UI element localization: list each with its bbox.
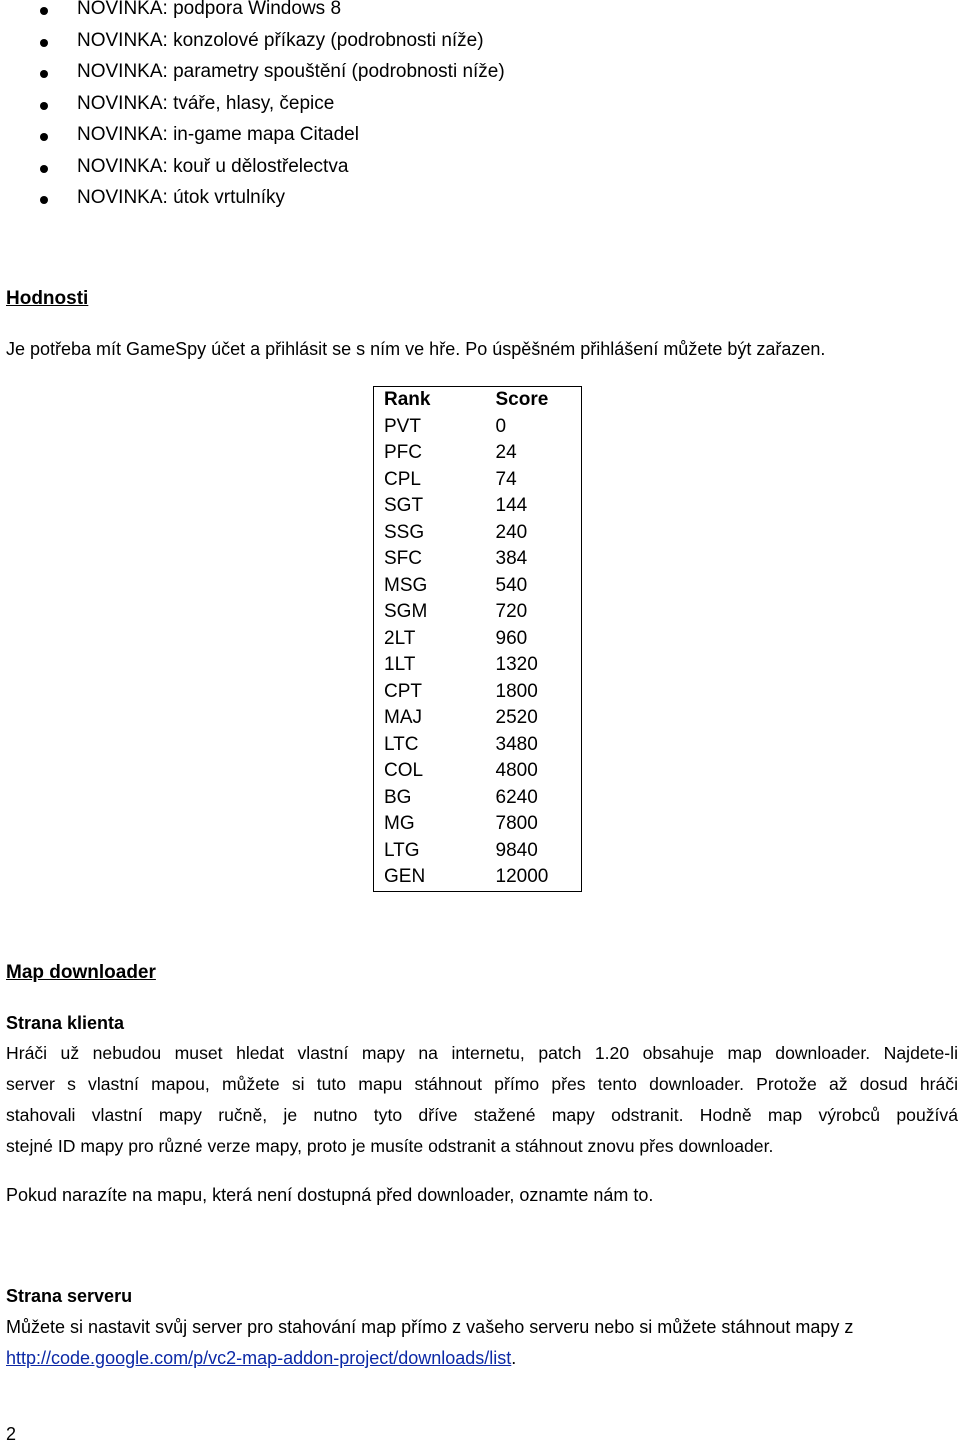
rank-cell: SGT	[374, 493, 486, 520]
score-cell: 0	[486, 414, 582, 441]
score-cell: 144	[486, 493, 582, 520]
table-row	[374, 414, 582, 441]
table-row	[374, 705, 582, 732]
rank-cell: COL	[374, 758, 486, 785]
column-header-score: Score	[486, 387, 582, 414]
score-cell: 1800	[486, 679, 582, 706]
list-item	[0, 92, 700, 127]
table-row	[374, 679, 582, 706]
page-number: 2	[6, 1424, 17, 1444]
bullet-icon	[40, 133, 48, 141]
score-cell: 74	[486, 467, 582, 494]
rank-cell: CPL	[374, 467, 486, 494]
list-item	[0, 155, 700, 190]
score-cell: 4800	[486, 758, 582, 785]
table-row	[374, 838, 582, 865]
list-item	[0, 63, 700, 95]
list-item	[0, 0, 700, 32]
rank-cell: BG	[374, 785, 486, 812]
rank-cell: LTC	[374, 732, 486, 759]
table-row	[374, 626, 582, 653]
score-cell: 540	[486, 573, 582, 600]
score-cell: 7800	[486, 811, 582, 838]
bullet-icon	[40, 70, 48, 78]
server-link-line	[6, 1348, 516, 1369]
map-downloader-heading: Map downloader	[6, 962, 156, 983]
score-cell: 240	[486, 520, 582, 547]
list-item-text: NOVINKA: útok vrtulníky	[77, 187, 286, 208]
paragraph-line: stejné ID mapy pro různé verze mapy, proto je musíte odstranit a stáhnout znovu přes downloader.	[6, 1136, 774, 1156]
score-cell: 1320	[486, 652, 582, 679]
rank-cell: 2LT	[374, 626, 486, 653]
table-row	[374, 493, 582, 520]
score-cell: 384	[486, 546, 582, 573]
link-trailing-period: .	[511, 1348, 517, 1368]
table-body	[374, 414, 582, 892]
downloads-link[interactable]: http://code.google.com/p/vc2-map-addon-project/downloads/list	[6, 1348, 512, 1368]
column-header-rank: Rank	[374, 387, 486, 414]
rank-cell: SSG	[374, 520, 486, 547]
score-cell: 24	[486, 440, 582, 467]
table-row	[374, 520, 582, 547]
score-cell: 960	[486, 626, 582, 653]
paragraph-line: server s vlastní mapou, můžete si tuto mapu stáhnout přímo přes tento downloader. Protože až dosud hráči	[6, 1074, 958, 1094]
score-cell: 720	[486, 599, 582, 626]
list-item-text: NOVINKA: in-game mapa Citadel	[77, 124, 359, 145]
ranks-intro: Je potřeba mít GameSpy účet a přihlásit se s ním ve hře. Po úspěšném přihlášení můžete být zařazen.	[6, 339, 826, 359]
score-cell: 3480	[486, 732, 582, 759]
rank-score-table	[373, 386, 582, 892]
paragraph-line: stahovali vlastní mapy ručně, je nutno tyto dříve stažené mapy odstranit. Hodně map výrobců používá	[6, 1105, 958, 1125]
rank-cell: GEN	[374, 864, 486, 891]
table-row	[374, 546, 582, 573]
client-side-heading: Strana klienta	[6, 1013, 125, 1033]
table-row	[374, 864, 582, 891]
table-row	[374, 785, 582, 812]
list-item-text: NOVINKA: kouř u dělostřelectva	[77, 155, 349, 177]
rank-cell: LTG	[374, 838, 486, 865]
table-row	[374, 758, 582, 785]
list-item-text: NOVINKA: parametry spouštění (podrobnosti níže)	[77, 61, 505, 82]
table-header-row	[374, 387, 582, 414]
list-item	[0, 29, 700, 64]
list-item	[0, 126, 700, 158]
table-row	[374, 599, 582, 626]
server-paragraph: Můžete si nastavit svůj server pro stahování map přímo z vašeho serveru nebo si můžete stáhnout mapy z	[6, 1317, 854, 1337]
rank-cell: MG	[374, 811, 486, 838]
list-item-text: NOVINKA: podpora Windows 8	[77, 0, 342, 19]
server-side-heading: Strana serveru	[6, 1286, 133, 1306]
table-row	[374, 467, 582, 494]
rank-cell: MSG	[374, 573, 486, 600]
feature-list	[0, 0, 700, 221]
rank-cell: CPT	[374, 679, 486, 706]
list-item-text: NOVINKA: konzolové příkazy (podrobnosti níže)	[77, 29, 484, 51]
score-cell: 2520	[486, 705, 582, 732]
rank-cell: SGM	[374, 599, 486, 626]
score-cell: 12000	[486, 864, 582, 891]
table-row	[374, 732, 582, 759]
table-row	[374, 440, 582, 467]
score-cell: 6240	[486, 785, 582, 812]
client-note: Pokud narazíte na mapu, která není dostupná před downloader, oznamte nám to.	[6, 1185, 654, 1205]
bullet-icon	[40, 196, 48, 204]
rank-cell: MAJ	[374, 705, 486, 732]
paragraph-line: Hráči už nebudou muset hledat vlastní mapy na internetu, patch 1.20 obsahuje map downloader. Najdete-li	[6, 1043, 958, 1063]
bullet-icon	[40, 39, 48, 47]
bullet-icon	[40, 102, 48, 110]
rank-cell: PVT	[374, 414, 486, 441]
table-row	[374, 811, 582, 838]
client-paragraph	[6, 1038, 958, 1162]
rank-cell: PFC	[374, 440, 486, 467]
ranks-heading: Hodnosti	[6, 288, 89, 309]
bullet-icon	[40, 165, 48, 173]
table-row	[374, 652, 582, 679]
list-item-text: NOVINKA: tváře, hlasy, čepice	[77, 92, 335, 114]
rank-cell: SFC	[374, 546, 486, 573]
score-cell: 9840	[486, 838, 582, 865]
list-item	[0, 189, 700, 221]
rank-cell: 1LT	[374, 652, 486, 679]
table-row	[374, 573, 582, 600]
bullet-icon	[40, 7, 48, 15]
